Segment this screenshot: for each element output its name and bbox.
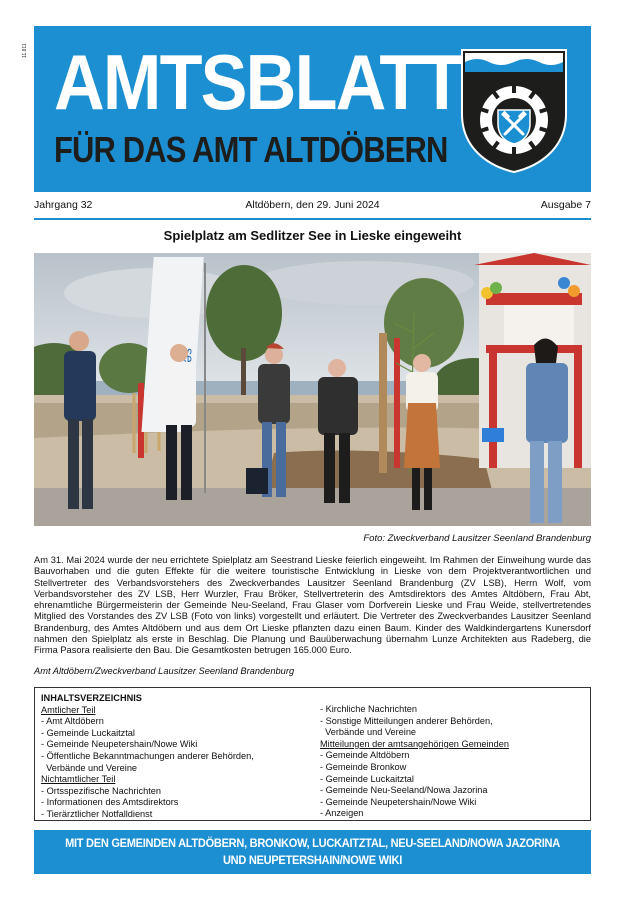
masthead: [34, 26, 591, 192]
toc-left-column: [41, 693, 311, 821]
toc-item[interactable]: - Gemeinde Bronkow: [320, 761, 407, 772]
footer-band: [34, 830, 591, 874]
toc-item[interactable]: - Tierärztlicher Notfalldienst: [41, 808, 153, 819]
toc-item[interactable]: - Gemeinde Luckaitztal: [320, 773, 414, 784]
table-of-contents: [34, 687, 591, 821]
toc-section-heading[interactable]: Nichtamtlicher Teil: [41, 774, 116, 785]
issue-info-row: [34, 199, 591, 215]
article-credit: Amt Altdöbern/Zweckverband Lausitzer Seenland Brandenburg: [34, 666, 295, 676]
newspaper-subtitle: FÜR DAS AMT ALTDÖBERN: [54, 129, 448, 170]
toc-item[interactable]: - Amt Altdöbern: [41, 716, 104, 727]
footer-line-1: MIT DEN GEMEINDEN ALTDÖBERN, BRONKOW, LUCKAITZTAL, NEU-SEELAND/NOWA JAZORINA: [65, 836, 560, 850]
article-body: Am 31. Mai 2024 wurde der neu errichtete Spielplatz am Seestrand Lieske feierlich eingeweiht. Im Rahmen der Einweihung wurde das Bauvorhaben und die guten Effekte für die weitere touristische Entwicklung in Lieske von dem Projektverantwortlichen und Stellvertreter des Verbandsvorstehers des Zweckverbandes Lausitzer Seenland Brandenburg (ZV LSB), Herrn Wolf, vom Verbandsvorsteher des ZV LSB, Herr Wurzler, Frau Bröker, Stellvertreterin des Amtsdirektors des Amtes Altdöbern, Frau Abt, ehrenamtliche Bürgermeisterin der Gemeinde Neu-Seeland, Frau Glaser vom Dorfverein Lieske und Frau Weide, stellvertretendes Mitglied des Vorstandes des ZV LSB (Foto von links) vorgestellt und erläutert. Die Vertreter des Zweckverbandes Lausitzer Seenland Brandenburg, des Amtes Altdöbern und aus dem Ort Lieske pflanzten dazu einen Baum. Kinder des Waldkindergartens Kunersdorf nahmen den Spielplatz als erste in Beschlag. Die Planung und Bauüberwachung übernahm Lunze Architekten aus Radeberg, die Firma Pasora realisierte den Bau. Die Gesamtkosten betrugen 165.000 Euro.: [34, 555, 591, 656]
toc-item[interactable]: - Gemeinde Luckaitztal: [41, 727, 135, 738]
header-rule: [34, 218, 591, 220]
toc-item[interactable]: - Informationen des Amtsdirektors: [41, 797, 179, 808]
toc-section-heading[interactable]: Mitteilungen der amtsangehörigen Gemeinden: [320, 738, 509, 749]
toc-item[interactable]: - Sonstige Mitteilungen anderer Behörden,: [320, 715, 493, 726]
footer-line-2: UND NEUPETERSHAIN/NOWE WIKI: [222, 853, 402, 867]
toc-title: INHALTSVERZEICHNIS: [41, 693, 142, 703]
toc-item[interactable]: - Gemeinde Altdöbern: [320, 750, 410, 761]
toc-item[interactable]: - Kirchliche Nachrichten: [320, 704, 418, 714]
toc-item[interactable]: - Gemeinde Neu-Seeland/Nowa Jazorina: [320, 785, 488, 796]
photo-caption: Foto: Zweckverband Lausitzer Seenland Brandenburg: [363, 533, 591, 544]
issue-volume: Jahrgang 32: [34, 199, 93, 211]
issue-edition: Ausgabe 7: [540, 199, 591, 211]
side-code: 11.811: [22, 43, 28, 58]
group-photo-playground: [34, 253, 591, 526]
toc-item[interactable]: - Gemeinde Neupetershain/Nowe Wiki: [41, 739, 198, 750]
coat-of-arms-icon: [460, 48, 568, 174]
toc-right-column: [320, 704, 582, 820]
toc-item[interactable]: - Anzeigen: [320, 808, 364, 819]
toc-section-heading[interactable]: Amtlicher Teil: [41, 704, 96, 715]
toc-item[interactable]: - Gemeinde Neupetershain/Nowe Wiki: [320, 796, 477, 807]
toc-item[interactable]: Verbände und Vereine: [320, 727, 417, 738]
issue-place-date: Altdöbern, den 29. Juni 2024: [245, 199, 380, 211]
newspaper-title: AMTSBLATT: [54, 38, 462, 126]
article-photo: [34, 253, 591, 526]
toc-item[interactable]: - Ortsspezifische Nachrichten: [41, 785, 161, 796]
toc-item[interactable]: Verbände und Vereine: [41, 762, 138, 773]
toc-item[interactable]: - Öffentliche Bekanntmachungen anderer Behörden,: [41, 750, 254, 761]
article-headline: Spielplatz am Sedlitzer See in Lieske eingeweiht: [163, 228, 462, 243]
